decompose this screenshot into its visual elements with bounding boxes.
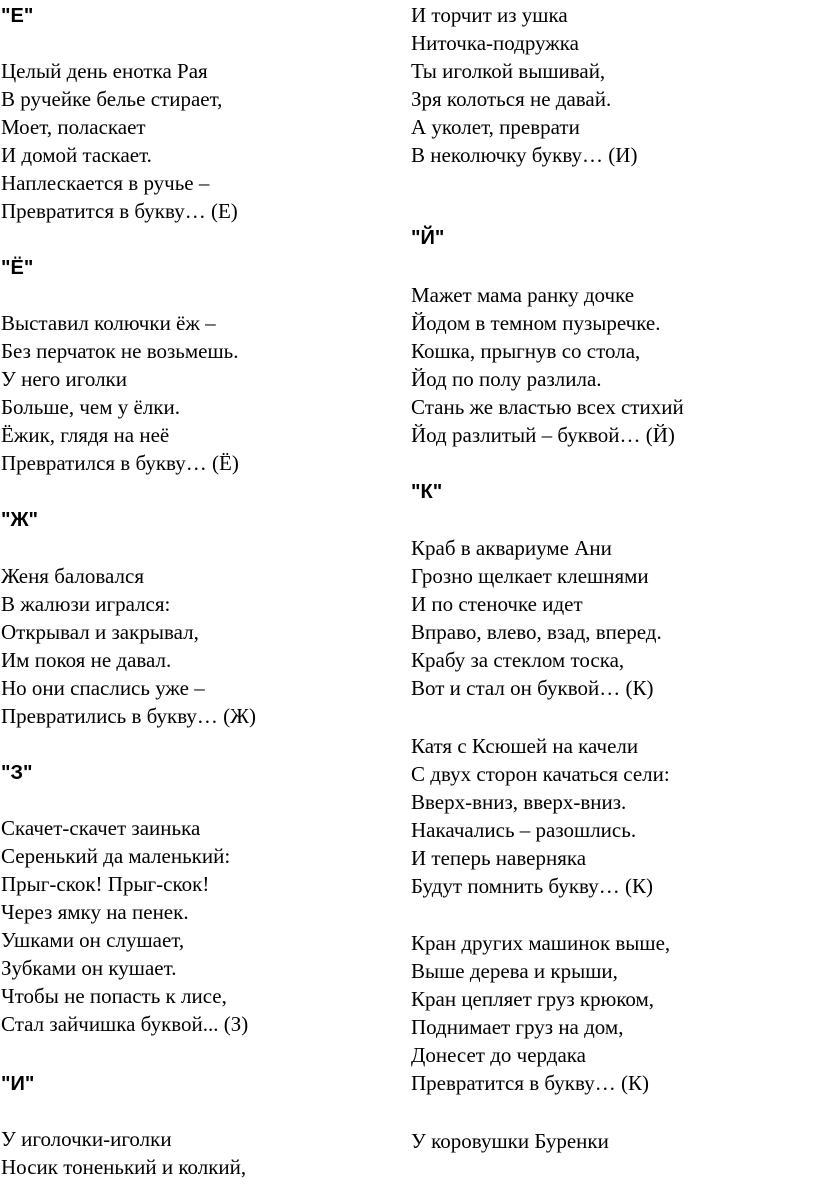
poem-line: Больше, чем у ёлки. <box>1 395 180 419</box>
poem-line: Кошка, прыгнув со стола, <box>411 339 641 363</box>
poem-line: Без перчаток не возьмешь. <box>1 339 239 363</box>
poem-line: Серенький да маленький: <box>1 844 231 868</box>
poem-line: Стань же властью всех стихий <box>411 395 684 419</box>
poem-line: У коровушки Буренки <box>411 1129 609 1153</box>
poem-line: Донесет до чердака <box>411 1043 586 1067</box>
poem-line: Превратились в букву… (Ж) <box>1 704 256 728</box>
poem-line: Но они спаслись уже – <box>1 676 205 700</box>
poem-line: Кран цепляет груз крюком, <box>411 987 655 1011</box>
poem-line: Краб в аквариуме Ани <box>411 536 612 560</box>
poem-line: Катя с Ксюшей на качели <box>411 734 639 758</box>
poem-line: В неколючку букву… (И) <box>411 143 638 167</box>
poem-line: Стал зайчишка буквой... (З) <box>1 1012 249 1036</box>
heading-k: "К" <box>411 481 443 503</box>
poem-line: Превратился в букву… (Ё) <box>1 451 239 475</box>
poem-line: Йодом в темном пузыречке. <box>411 311 661 335</box>
poem-line: А уколет, преврати <box>411 115 580 139</box>
poem-line: В жалюзи игрался: <box>1 592 171 616</box>
poem-line: С двух сторон качаться сели: <box>411 762 670 786</box>
poem-line: Наплескается в ручье – <box>1 171 210 195</box>
poem-line: Мажет мама ранку дочке <box>411 283 635 307</box>
heading-j: "Й" <box>411 227 445 249</box>
poem-line: Грозно щелкает клешнями <box>411 564 649 588</box>
poem-line: Кран других машинок выше, <box>411 931 671 955</box>
poem-line: Зря колоться не давай. <box>411 87 612 111</box>
poem-line: У иголочки-иголки <box>1 1127 172 1151</box>
poem-line: И домой таскает. <box>1 143 152 167</box>
poem-line: Им покоя не давал. <box>1 648 172 672</box>
poem-line: Скачет-скачет заинька <box>1 816 201 840</box>
poem-line: Открывал и закрывал, <box>1 620 199 644</box>
poem-line: Целый день енотка Рая <box>1 59 208 83</box>
poem-line: Ёжик, глядя на неё <box>1 423 170 447</box>
poem-line: Вот и стал он буквой… (К) <box>411 676 654 700</box>
poem-line: Выше дерева и крыши, <box>411 959 618 983</box>
heading-z: "З" <box>1 762 33 784</box>
poem-line: Чтобы не попасть к лисе, <box>1 984 227 1008</box>
poem-line: Поднимает груз на дом, <box>411 1015 624 1039</box>
poem-line: Через ямку на пенек. <box>1 900 189 924</box>
heading-i: "И" <box>1 1073 35 1095</box>
poem-line: Вправо, влево, взад, вперед. <box>411 620 662 644</box>
poem-line: Ты иголкой вышивай, <box>411 59 606 83</box>
poem-line: Зубками он кушает. <box>1 956 177 980</box>
poem-line: Выставил колючки ёж – <box>1 311 216 335</box>
heading-e: "Е" <box>1 5 34 27</box>
poem-line: Превратится в букву… (Е) <box>1 199 238 223</box>
heading-zh: "Ж" <box>1 509 39 531</box>
poem-line: И по стеночке идет <box>411 592 583 616</box>
poem-line: Ушками он слушает, <box>1 928 185 952</box>
poem-line: И теперь наверняка <box>411 846 587 870</box>
poem-line: У него иголки <box>1 367 127 391</box>
poem-line: В ручейке белье стирает, <box>1 87 223 111</box>
poem-line: Будут помнить букву… (К) <box>411 874 653 898</box>
poem-line: Йод разлитый – буквой… (Й) <box>411 423 675 447</box>
poem-line: Прыг-скок! Прыг-скок! <box>1 872 210 896</box>
poem-line: Женя баловался <box>1 564 144 588</box>
poem-line: Йод по полу разлила. <box>411 367 602 391</box>
poem-line: Крабу за стеклом тоска, <box>411 648 625 672</box>
poem-line: Накачались – разошлись. <box>411 818 637 842</box>
poem-line: Моет, поласкает <box>1 115 146 139</box>
poem-line: Превратится в букву… (К) <box>411 1071 649 1095</box>
poem-line: И торчит из ушка <box>411 3 568 27</box>
poem-line: Вверх-вниз, вверх-вниз. <box>411 790 627 814</box>
heading-yo: "Ё" <box>1 257 34 279</box>
poem-line: Носик тоненький и колкий, <box>1 1155 247 1179</box>
poem-line: Ниточка-подружка <box>411 31 579 55</box>
